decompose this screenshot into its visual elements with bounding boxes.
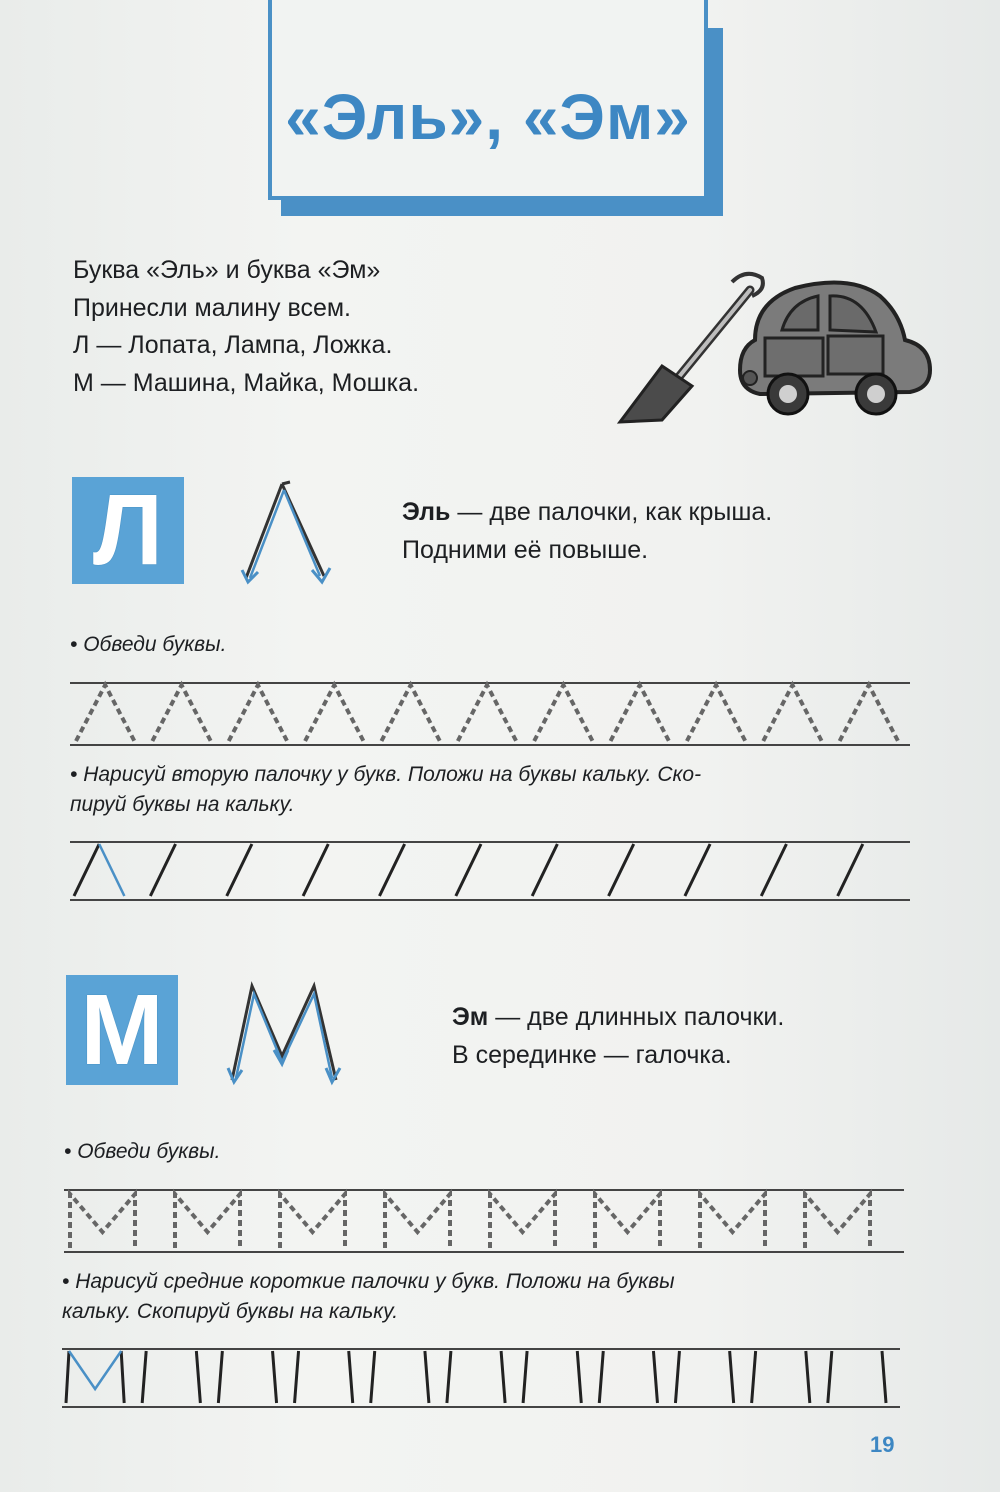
draw-letter-l-sample (74, 844, 99, 896)
draw-letter-l-stroke[interactable] (456, 844, 481, 896)
letter-l-task2-line1: Нарисуй вторую палочку у букв. Положи на буквы кальку. Ско- (83, 763, 702, 786)
letter-l-task2 (70, 760, 910, 820)
letter-l-task1-text: Обведи буквы. (83, 633, 227, 656)
trace-letter-l[interactable] (763, 685, 821, 741)
draw-letter-l-stroke[interactable] (532, 844, 557, 896)
trace-letter-l[interactable] (611, 685, 669, 741)
letter-m-verse-line1: — две длинных палочки. (488, 1003, 785, 1031)
trace-letter-l[interactable] (840, 685, 898, 741)
trace-letter-m[interactable] (595, 1194, 660, 1248)
bullet: • (62, 1270, 70, 1293)
draw-letter-m-stroke[interactable] (447, 1351, 505, 1403)
draw-letter-l-sample-second-stroke (99, 844, 124, 896)
draw-letter-m-stroke[interactable] (599, 1351, 657, 1403)
trace-letter-l[interactable] (229, 685, 287, 741)
poem-line: М — Машина, Майка, Мошка. (73, 368, 420, 397)
letter-l-verse-line1: — две палочки, как крыша. (450, 498, 773, 526)
draw-letter-m-stroke[interactable] (371, 1351, 429, 1403)
letter-l-verse (402, 493, 772, 569)
poem-line: Буква «Эль» и буква «Эм» (73, 256, 381, 284)
block-letter-l: Л (72, 477, 184, 584)
letter-m-task1 (64, 1137, 220, 1167)
letter-l-verse-line2: Подними её повыше. (402, 536, 649, 564)
draw-letter-l-stroke[interactable] (227, 844, 252, 896)
trace-letter-l[interactable] (305, 685, 363, 741)
shovel-and-car-illustration (600, 270, 940, 430)
letter-l-draw-row (70, 838, 912, 908)
letter-l-task1 (70, 630, 226, 660)
draw-letter-m-stroke[interactable] (142, 1351, 200, 1403)
intro-poem (73, 252, 419, 402)
draw-letter-l-stroke[interactable] (609, 844, 634, 896)
car-icon (740, 283, 930, 414)
trace-letter-m[interactable] (490, 1194, 555, 1248)
draw-letter-l-stroke[interactable] (150, 844, 175, 896)
draw-letter-m-stroke[interactable] (752, 1351, 810, 1403)
trace-letter-m[interactable] (175, 1194, 240, 1248)
page-number: 19 (870, 1432, 895, 1457)
bullet: • (70, 763, 78, 786)
letter-m-task2-line2: кальку. Скопируй буквы на кальку. (62, 1300, 399, 1323)
bullet: • (64, 1140, 72, 1163)
trace-letter-m[interactable] (700, 1194, 765, 1248)
poem-line: Л — Лопата, Лампа, Ложка. (73, 331, 393, 359)
draw-letter-m-stroke[interactable] (523, 1351, 581, 1403)
letter-m-task2-line1: Нарисуй средние короткие палочки у букв. Положи на буквы (75, 1270, 675, 1293)
page-title: «Эль», «Эм» (285, 81, 691, 153)
draw-letter-l-stroke[interactable] (838, 844, 863, 896)
trace-letter-l[interactable] (687, 685, 745, 741)
trace-letter-m[interactable] (70, 1194, 135, 1248)
trace-letter-m[interactable] (385, 1194, 450, 1248)
letter-m-stroke-guide (224, 980, 346, 1092)
letter-l-trace-row (70, 675, 912, 750)
letter-m-verse-line2: В серединке — галочка. (452, 1041, 732, 1069)
draw-letter-l-stroke[interactable] (685, 844, 710, 896)
letter-l-task2-line2: пируй буквы на кальку. (70, 793, 295, 816)
letter-l-stroke-guide (232, 478, 342, 590)
letter-m-trace-row (64, 1182, 906, 1257)
trace-letter-l[interactable] (534, 685, 592, 741)
block-letter-m: М (66, 975, 178, 1085)
trace-letter-l[interactable] (458, 685, 516, 741)
letter-m-name: Эм (452, 1003, 489, 1031)
draw-letter-m-stroke[interactable] (295, 1351, 353, 1403)
shovel-icon (620, 274, 763, 422)
letter-m-task1-text: Обведи буквы. (77, 1140, 221, 1163)
draw-letter-l-stroke[interactable] (761, 844, 786, 896)
bullet: • (70, 633, 78, 656)
letter-l-name: Эль (402, 498, 451, 526)
draw-letter-m-stroke[interactable] (675, 1351, 733, 1403)
trace-letter-m[interactable] (280, 1194, 345, 1248)
trace-letter-l[interactable] (152, 685, 210, 741)
letter-m-task2 (62, 1267, 907, 1327)
draw-letter-l-stroke[interactable] (379, 844, 404, 896)
trace-letter-l[interactable] (381, 685, 439, 741)
letter-m-draw-row (62, 1345, 904, 1415)
letter-m-verse (452, 998, 784, 1074)
poem-line: Принесли малину всем. (73, 293, 351, 322)
trace-letter-l[interactable] (76, 685, 134, 741)
draw-letter-m-sample-middle (69, 1351, 121, 1389)
draw-letter-m-stroke[interactable] (828, 1351, 886, 1403)
draw-letter-m-stroke[interactable] (218, 1351, 276, 1403)
draw-letter-l-stroke[interactable] (303, 844, 328, 896)
trace-letter-m[interactable] (805, 1194, 870, 1248)
